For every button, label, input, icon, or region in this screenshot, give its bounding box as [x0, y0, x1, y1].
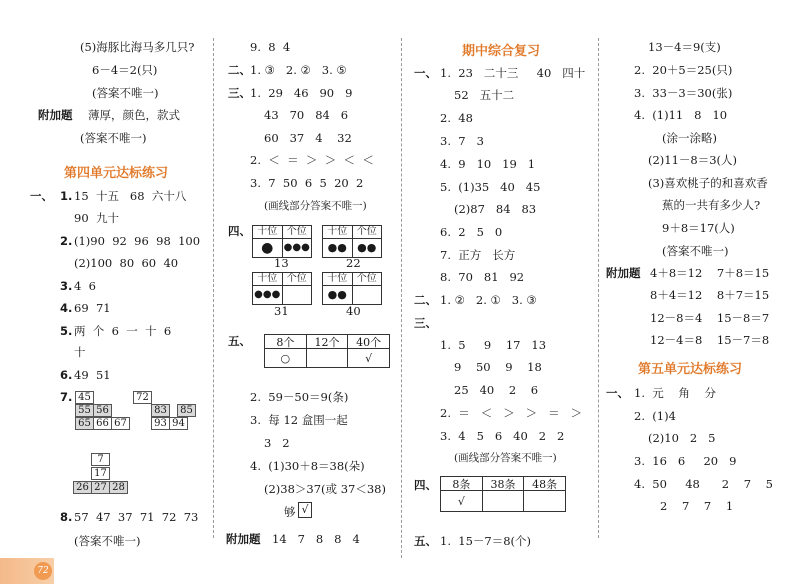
- table-cell: 12个: [307, 335, 349, 348]
- answer-line: 十: [74, 345, 86, 359]
- answer-line: 3. 16 6 20 9: [634, 454, 737, 468]
- ones-header: 个位: [286, 273, 307, 284]
- table-cell: 8个: [265, 335, 307, 348]
- answer-line: 12－4＝8 15－7＝8: [650, 333, 770, 347]
- answer-line: 69 71: [74, 301, 111, 315]
- q5-equation: 6－4＝2(只): [92, 63, 158, 77]
- bonus-answer: 14 7 8 8 4: [272, 532, 360, 546]
- section-title: 第四单元达标练习: [64, 166, 169, 181]
- tens-header: 十位: [253, 273, 283, 285]
- roman-numeral: 一、: [414, 66, 437, 80]
- answer-line: 2. ＝ ＜ ＞ ＞ ＝ ＞: [440, 406, 583, 420]
- place-value-label: 31: [274, 304, 289, 318]
- answer-line: 1. 15－7＝8(个): [440, 534, 532, 548]
- page-number-tab: [0, 558, 54, 584]
- answer-line: (2)10 2 5: [648, 431, 716, 445]
- roman-numeral: 三、: [414, 316, 437, 330]
- page-number: 72: [34, 562, 52, 580]
- answer-table-row: [264, 348, 390, 368]
- number-grid-cell: 83: [151, 404, 170, 417]
- answer-line: 3. 7 50 6 5 20 2: [250, 176, 364, 190]
- place-value-label: 13: [274, 256, 289, 270]
- roman-numeral: 二、: [228, 63, 251, 77]
- roman-numeral: 三、: [228, 86, 251, 100]
- answer-line: 1. ② 2. ① 3. ③: [440, 293, 537, 307]
- answer-line: 2. ＜ ＝ ＞ ＞ ＜ ＜: [250, 153, 374, 167]
- table-cell: 48条: [532, 477, 558, 491]
- circle-mark: ○: [265, 349, 307, 367]
- answer-line: 12－8＝4 15－8＝7: [650, 311, 770, 325]
- number-grid-cell: 17: [91, 467, 110, 480]
- answer-line: (1)90 92 96 98 100: [74, 234, 201, 248]
- number-grid-cell: 45: [75, 391, 94, 404]
- number-grid-cell: 65: [75, 417, 94, 430]
- place-value-box: [252, 272, 312, 305]
- number-grid-cell: 28: [109, 481, 128, 494]
- answer-line: 49 51: [74, 368, 111, 382]
- answer-line: 8. 70 81 92: [440, 270, 525, 284]
- number-grid-cell: 85: [177, 404, 196, 417]
- bead-dots: ●●: [357, 241, 377, 254]
- answer-line: 5. (1)35 40 45: [440, 180, 541, 194]
- number-grid-cell: 72: [133, 391, 152, 404]
- answer-line: (2)100 80 60 40: [74, 256, 179, 270]
- answer-note: (答案不唯一): [662, 244, 729, 258]
- place-value-label: 40: [346, 304, 361, 318]
- number-grid-cell: 67: [111, 417, 130, 430]
- place-value-box: [322, 272, 382, 305]
- answer-line: 2. 48: [440, 111, 473, 125]
- answer-line: 9＋8＝17(人): [662, 221, 735, 235]
- table-cell: 8条: [441, 477, 483, 490]
- answer-line: 13－4＝9(支): [648, 40, 721, 54]
- q5-note: (答案不唯一): [92, 86, 159, 100]
- roman-numeral: 五、: [228, 334, 251, 348]
- answer-line: 3 2: [264, 436, 290, 450]
- question-number: 4.: [60, 301, 73, 315]
- answer-line: 4. 50 48 2 7 5: [634, 477, 773, 491]
- answer-line: 2. 59－50＝9(条): [250, 390, 349, 404]
- answer-line: 4＋8＝12 7＋8＝15: [650, 266, 770, 280]
- answer-line: 1. 23 二十三 40 四十: [440, 66, 586, 80]
- answer-line: 1. 元 角 分: [634, 386, 717, 400]
- answer-line: 9 50 9 18: [454, 360, 542, 374]
- number-grid-cell: 94: [169, 417, 188, 430]
- answer-line: 1. ③ 2. ② 3. ⑤: [250, 63, 347, 77]
- answer-line: 15 十五 68 六十八: [74, 189, 187, 203]
- answer-line: 4. 9 10 19 1: [440, 157, 536, 171]
- tens-header: 十位: [323, 226, 353, 238]
- place-value-label: 22: [346, 256, 361, 270]
- answer-line: 7. 正方 长方: [440, 248, 516, 262]
- question-number: 5.: [60, 324, 73, 338]
- bead-dots: ●: [253, 239, 283, 257]
- number-grid-cell: 93: [151, 417, 170, 430]
- question-number: 8.: [60, 510, 73, 524]
- bead-dots: ●●: [323, 286, 353, 304]
- ones-header: 个位: [286, 226, 307, 237]
- answer-line: (3)喜欢桃子的和喜欢香: [648, 176, 768, 190]
- question-number: 2.: [60, 234, 73, 248]
- answer-line: (2)87 84 83: [454, 202, 537, 216]
- check-mark: √: [365, 351, 373, 365]
- answer-line: 2 7 7 1: [660, 499, 734, 513]
- roman-numeral: 五、: [414, 534, 437, 548]
- answer-line: 1. 5 9 17 13: [440, 338, 547, 352]
- answer-line: (2)38＞37(或 37＜38): [264, 482, 386, 496]
- answer-line: 57 47 37 71 72 73: [74, 510, 199, 524]
- number-grid-cell: 66: [93, 417, 112, 430]
- place-value-box: [322, 225, 382, 258]
- check-box: √: [298, 502, 312, 518]
- question-number: 1.: [60, 189, 73, 203]
- answer-line: 3. 33－3＝30(张): [634, 86, 733, 100]
- answer-line: 43 70 84 6: [264, 108, 349, 122]
- answer-line: 4. (1)11 8 10: [634, 108, 728, 122]
- column-2: [214, 0, 400, 584]
- number-grid-cell: 7: [91, 453, 110, 466]
- ones-header: 个位: [356, 226, 377, 237]
- table-cell: 40个: [356, 335, 382, 349]
- roman-numeral: 一、: [606, 386, 629, 400]
- ones-header: 个位: [356, 273, 377, 284]
- bonus-label: 附加题: [38, 108, 73, 122]
- answer-line: 2. 20＋5＝25(只): [634, 63, 733, 77]
- answer-line: 蕉的一共有多少人?: [662, 198, 761, 212]
- answer-table-row: [440, 490, 566, 512]
- column-3: [402, 0, 598, 584]
- roman-numeral: 四、: [228, 224, 251, 238]
- column-4: [600, 0, 800, 584]
- answer-line: 两 个 6 一 十 6: [74, 324, 172, 338]
- answer-line: 3. 4 5 6 40 2 2: [440, 429, 565, 443]
- answer-line: 25 40 2 6: [454, 383, 539, 397]
- answer-line: 2. (1)4: [634, 409, 676, 423]
- place-value-box: [252, 225, 312, 258]
- number-grid-cell: 27: [91, 481, 110, 494]
- answer-note: (画线部分答案不唯一): [454, 452, 557, 464]
- answer-line: 1. 29 46 90 9: [250, 86, 353, 100]
- answer-line: 8＋4＝12 8＋7＝15: [650, 288, 770, 302]
- answer-line: 4 6: [74, 279, 96, 293]
- answer-line: 60 37 4 32: [264, 131, 352, 145]
- q5-question: (5)海豚比海马多几只?: [80, 40, 195, 54]
- answer-line: 9. 8 4: [250, 40, 291, 54]
- section-title: 第五单元达标练习: [638, 362, 743, 377]
- bonus-answer: 薄厚，颜色，款式: [88, 108, 180, 122]
- table-cell: 38条: [483, 477, 525, 490]
- column-divider: [598, 38, 599, 538]
- answer-line: (2)11－8＝3(人): [648, 153, 738, 167]
- roman-numeral: 二、: [414, 293, 437, 307]
- section-title: 期中综合复习: [462, 44, 541, 59]
- column-1: [0, 0, 212, 584]
- answer-line: 够: [284, 505, 296, 519]
- bonus-label: 附加题: [226, 532, 261, 546]
- tens-header: 十位: [253, 226, 283, 238]
- number-grid-cell: 26: [73, 481, 92, 494]
- bonus-label: 附加题: [606, 266, 641, 280]
- number-grid-cell: 56: [93, 404, 112, 417]
- answer-line: 3. 每 12 盒围一起: [250, 413, 348, 427]
- answer-line: 90 九十: [74, 211, 119, 225]
- answer-note: (画线部分答案不唯一): [264, 200, 367, 212]
- answer-line: 52 五十二: [454, 88, 515, 102]
- roman-numeral: 四、: [414, 478, 437, 492]
- bead-dots: ●●●: [283, 242, 310, 253]
- question-number: 7.: [60, 390, 73, 404]
- answer-line: 4. (1)30＋8＝38(朵): [250, 459, 365, 473]
- answer-note: (答案不唯一): [74, 534, 141, 548]
- tens-header: 十位: [323, 273, 353, 285]
- question-number: 3.: [60, 279, 73, 293]
- bead-dots: ●●: [323, 239, 353, 257]
- answer-table-header: [264, 334, 390, 349]
- answer-line: 6. 2 5 0: [440, 225, 503, 239]
- check-mark: √: [441, 491, 483, 511]
- bonus-note: (答案不唯一): [80, 131, 147, 145]
- question-number: 6.: [60, 368, 73, 382]
- number-grid-cell: 55: [75, 404, 94, 417]
- answer-line: 3. 7 3: [440, 134, 484, 148]
- answer-note: (涂一涂略): [662, 131, 717, 145]
- roman-numeral: 一、: [30, 189, 53, 203]
- answer-table-header: [440, 476, 566, 491]
- bead-dots: ●●●: [253, 286, 283, 304]
